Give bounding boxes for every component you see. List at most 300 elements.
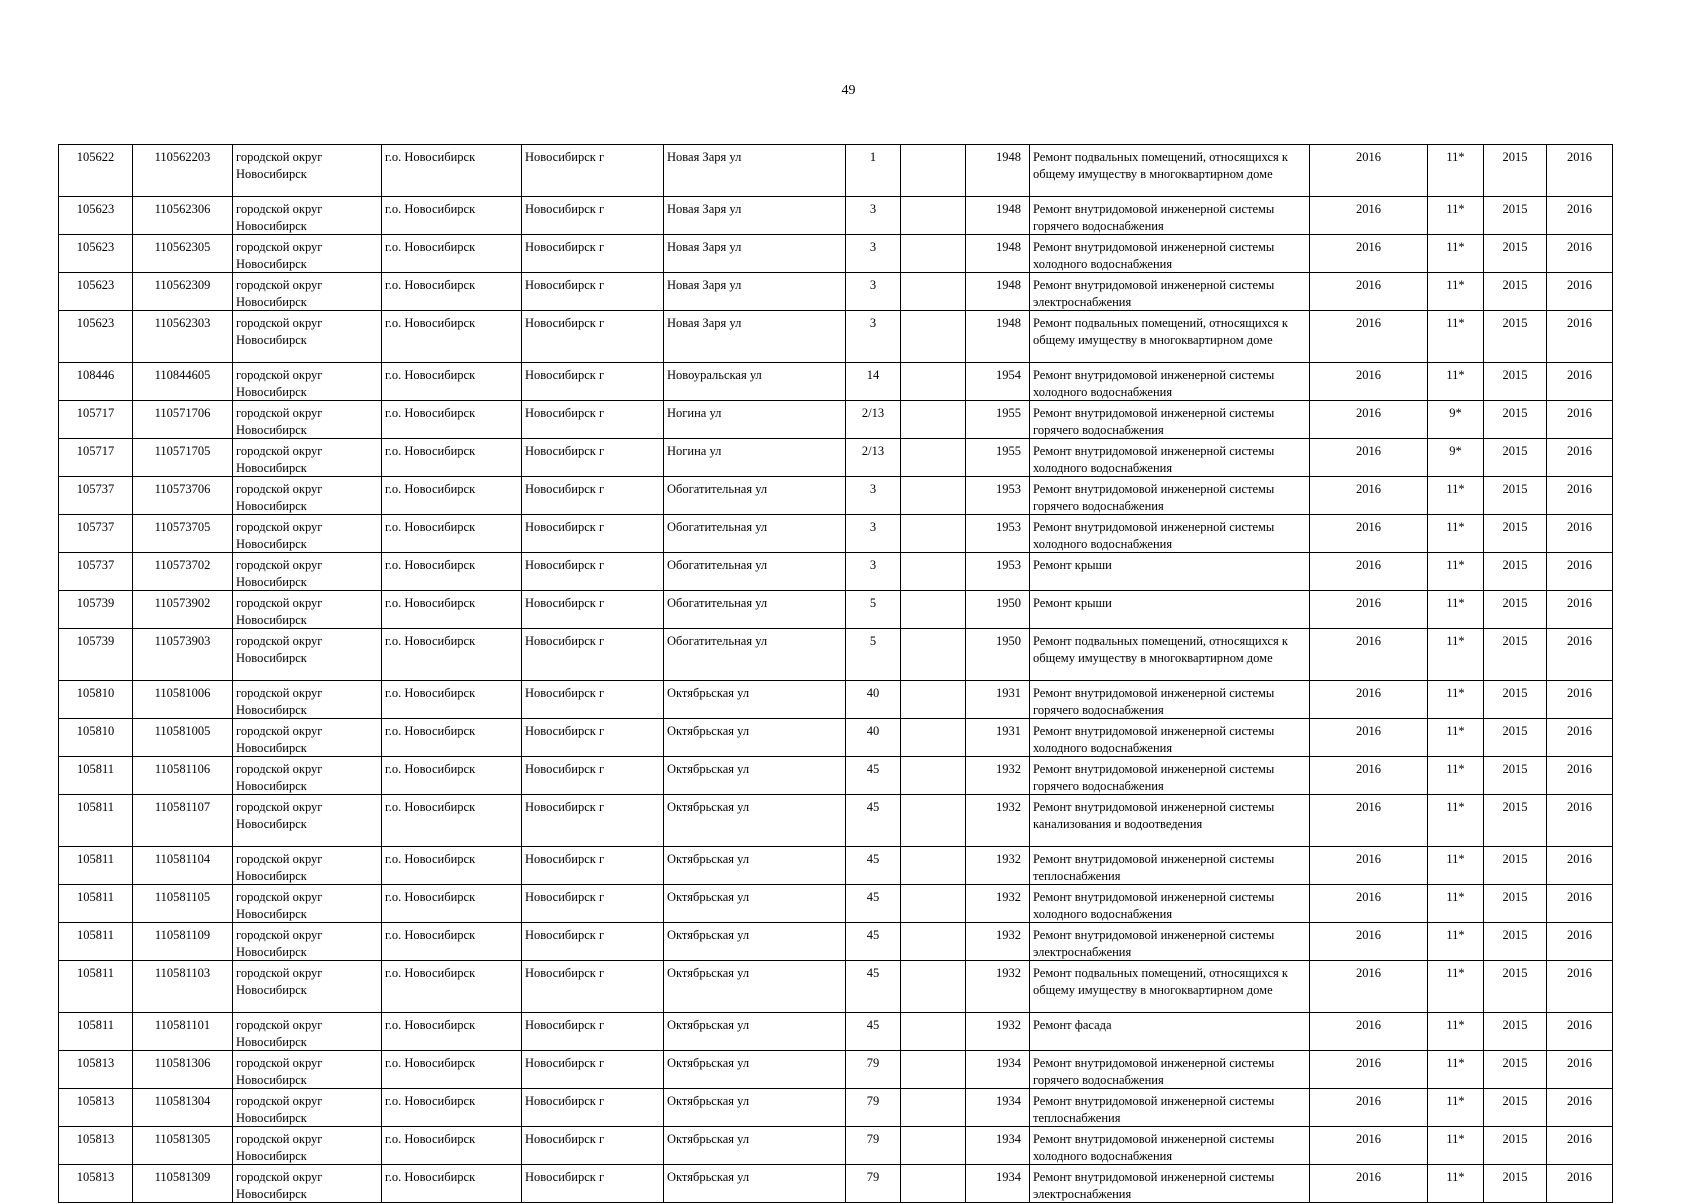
cell-district: г.о. Новосибирск: [382, 1127, 522, 1165]
cell-end-year: 2016: [1547, 885, 1613, 923]
cell-start-year: 2015: [1484, 515, 1547, 553]
cell-street: Новая Заря ул: [664, 145, 846, 197]
cell-street: Обогатительная ул: [664, 591, 846, 629]
table-row: [59, 439, 1613, 477]
cell-street: Октябрьская ул: [664, 757, 846, 795]
cell-object-id: 108446: [59, 363, 133, 401]
cell-build-year: 1948: [966, 311, 1030, 363]
cell-work-type: Ремонт внутридомовой инженерной системы холодного водоснабжения: [1030, 363, 1310, 401]
cell-floors: 11*: [1428, 757, 1484, 795]
cell-work-type: Ремонт внутридомовой инженерной системы холодного водоснабжения: [1030, 1127, 1310, 1165]
cell-building: [901, 923, 966, 961]
cell-build-year: 1934: [966, 1165, 1030, 1203]
cell-house-number: 5: [846, 591, 901, 629]
cell-building: [901, 757, 966, 795]
cell-plan-year: 2016: [1310, 1013, 1428, 1051]
cell-municipality: городской округ Новосибирск: [233, 629, 382, 681]
cell-object-id: 105813: [59, 1165, 133, 1203]
cell-floors: 11*: [1428, 795, 1484, 847]
cell-end-year: 2016: [1547, 681, 1613, 719]
cell-work-type: Ремонт внутридомовой инженерной системы электроснабжения: [1030, 273, 1310, 311]
cell-city: Новосибирск г: [522, 1127, 664, 1165]
cell-floors: 11*: [1428, 197, 1484, 235]
cell-municipality: городской округ Новосибирск: [233, 311, 382, 363]
cell-street: Октябрьская ул: [664, 1089, 846, 1127]
cell-end-year: 2016: [1547, 795, 1613, 847]
cell-street: Ногина ул: [664, 401, 846, 439]
cell-end-year: 2016: [1547, 961, 1613, 1013]
cell-start-year: 2015: [1484, 629, 1547, 681]
cell-street: Октябрьская ул: [664, 795, 846, 847]
cell-work-code: 110581104: [133, 847, 233, 885]
cell-municipality: городской округ Новосибирск: [233, 591, 382, 629]
cell-start-year: 2015: [1484, 477, 1547, 515]
cell-city: Новосибирск г: [522, 923, 664, 961]
cell-end-year: 2016: [1547, 1127, 1613, 1165]
cell-build-year: 1948: [966, 197, 1030, 235]
cell-start-year: 2015: [1484, 847, 1547, 885]
cell-object-id: 105717: [59, 439, 133, 477]
cell-plan-year: 2016: [1310, 197, 1428, 235]
cell-building: [901, 1127, 966, 1165]
cell-building: [901, 591, 966, 629]
cell-start-year: 2015: [1484, 923, 1547, 961]
repair-program-table: [58, 144, 1613, 1203]
cell-build-year: 1932: [966, 885, 1030, 923]
cell-work-code: 110581101: [133, 1013, 233, 1051]
cell-municipality: городской округ Новосибирск: [233, 1165, 382, 1203]
table-row: [59, 1089, 1613, 1127]
cell-municipality: городской округ Новосибирск: [233, 847, 382, 885]
cell-city: Новосибирск г: [522, 1165, 664, 1203]
cell-work-type: Ремонт крыши: [1030, 591, 1310, 629]
cell-street: Октябрьская ул: [664, 885, 846, 923]
cell-end-year: 2016: [1547, 1089, 1613, 1127]
cell-work-code: 110562309: [133, 273, 233, 311]
cell-work-type: Ремонт внутридомовой инженерной системы холодного водоснабжения: [1030, 719, 1310, 757]
cell-plan-year: 2016: [1310, 629, 1428, 681]
cell-work-code: 110562305: [133, 235, 233, 273]
cell-street: Октябрьская ул: [664, 1165, 846, 1203]
cell-building: [901, 273, 966, 311]
cell-object-id: 105813: [59, 1051, 133, 1089]
cell-city: Новосибирск г: [522, 439, 664, 477]
cell-object-id: 105717: [59, 401, 133, 439]
cell-district: г.о. Новосибирск: [382, 477, 522, 515]
cell-build-year: 1932: [966, 847, 1030, 885]
cell-start-year: 2015: [1484, 363, 1547, 401]
cell-object-id: 105737: [59, 553, 133, 591]
cell-end-year: 2016: [1547, 401, 1613, 439]
cell-start-year: 2015: [1484, 1127, 1547, 1165]
cell-plan-year: 2016: [1310, 477, 1428, 515]
cell-street: Обогатительная ул: [664, 477, 846, 515]
cell-work-code: 110581006: [133, 681, 233, 719]
cell-work-code: 110562203: [133, 145, 233, 197]
cell-house-number: 3: [846, 273, 901, 311]
cell-work-type: Ремонт внутридомовой инженерной системы горячего водоснабжения: [1030, 681, 1310, 719]
cell-district: г.о. Новосибирск: [382, 847, 522, 885]
cell-build-year: 1931: [966, 681, 1030, 719]
cell-building: [901, 629, 966, 681]
cell-end-year: 2016: [1547, 847, 1613, 885]
cell-house-number: 45: [846, 1013, 901, 1051]
cell-work-type: Ремонт внутридомовой инженерной системы теплоснабжения: [1030, 847, 1310, 885]
cell-plan-year: 2016: [1310, 145, 1428, 197]
cell-build-year: 1948: [966, 235, 1030, 273]
cell-object-id: 105739: [59, 629, 133, 681]
cell-plan-year: 2016: [1310, 1165, 1428, 1203]
cell-municipality: городской округ Новосибирск: [233, 885, 382, 923]
cell-object-id: 105623: [59, 273, 133, 311]
cell-city: Новосибирск г: [522, 629, 664, 681]
cell-work-type: Ремонт внутридомовой инженерной системы холодного водоснабжения: [1030, 439, 1310, 477]
cell-district: г.о. Новосибирск: [382, 923, 522, 961]
cell-street: Новая Заря ул: [664, 311, 846, 363]
cell-city: Новосибирск г: [522, 515, 664, 553]
cell-floors: 11*: [1428, 847, 1484, 885]
cell-floors: 11*: [1428, 235, 1484, 273]
cell-building: [901, 1089, 966, 1127]
table-row: [59, 401, 1613, 439]
page-number: 49: [841, 83, 856, 98]
cell-city: Новосибирск г: [522, 885, 664, 923]
cell-floors: 11*: [1428, 923, 1484, 961]
cell-municipality: городской округ Новосибирск: [233, 923, 382, 961]
cell-object-id: 105810: [59, 719, 133, 757]
cell-municipality: городской округ Новосибирск: [233, 401, 382, 439]
cell-work-type: Ремонт внутридомовой инженерной системы электроснабжения: [1030, 923, 1310, 961]
cell-floors: 9*: [1428, 401, 1484, 439]
cell-plan-year: 2016: [1310, 923, 1428, 961]
cell-municipality: городской округ Новосибирск: [233, 1089, 382, 1127]
cell-start-year: 2015: [1484, 273, 1547, 311]
cell-plan-year: 2016: [1310, 1089, 1428, 1127]
cell-plan-year: 2016: [1310, 515, 1428, 553]
cell-city: Новосибирск г: [522, 401, 664, 439]
table-row: [59, 145, 1613, 197]
cell-plan-year: 2016: [1310, 719, 1428, 757]
cell-work-code: 110581309: [133, 1165, 233, 1203]
cell-object-id: 105811: [59, 757, 133, 795]
cell-floors: 11*: [1428, 553, 1484, 591]
cell-floors: 11*: [1428, 273, 1484, 311]
cell-building: [901, 1051, 966, 1089]
cell-municipality: городской округ Новосибирск: [233, 553, 382, 591]
cell-street: Октябрьская ул: [664, 847, 846, 885]
cell-build-year: 1932: [966, 757, 1030, 795]
cell-building: [901, 235, 966, 273]
cell-plan-year: 2016: [1310, 235, 1428, 273]
cell-work-type: Ремонт подвальных помещений, относящихся к общему имуществу в многоквартирном доме: [1030, 311, 1310, 363]
cell-work-code: 110581306: [133, 1051, 233, 1089]
cell-district: г.о. Новосибирск: [382, 795, 522, 847]
cell-end-year: 2016: [1547, 439, 1613, 477]
cell-house-number: 3: [846, 197, 901, 235]
table-row: [59, 477, 1613, 515]
cell-plan-year: 2016: [1310, 681, 1428, 719]
cell-work-type: Ремонт внутридомовой инженерной системы горячего водоснабжения: [1030, 401, 1310, 439]
cell-street: Ногина ул: [664, 439, 846, 477]
cell-building: [901, 885, 966, 923]
cell-street: Октябрьская ул: [664, 681, 846, 719]
cell-end-year: 2016: [1547, 629, 1613, 681]
table-row: [59, 197, 1613, 235]
table-row: [59, 363, 1613, 401]
cell-object-id: 105623: [59, 311, 133, 363]
table-row: [59, 961, 1613, 1013]
cell-work-type: Ремонт внутридомовой инженерной системы горячего водоснабжения: [1030, 1051, 1310, 1089]
table-row: [59, 795, 1613, 847]
cell-work-type: Ремонт внутридомовой инженерной системы горячего водоснабжения: [1030, 477, 1310, 515]
cell-street: Обогатительная ул: [664, 553, 846, 591]
cell-work-type: Ремонт внутридомовой инженерной системы холодного водоснабжения: [1030, 515, 1310, 553]
cell-object-id: 105811: [59, 885, 133, 923]
cell-end-year: 2016: [1547, 363, 1613, 401]
cell-city: Новосибирск г: [522, 1013, 664, 1051]
cell-object-id: 105811: [59, 1013, 133, 1051]
cell-end-year: 2016: [1547, 923, 1613, 961]
cell-end-year: 2016: [1547, 477, 1613, 515]
cell-plan-year: 2016: [1310, 591, 1428, 629]
cell-district: г.о. Новосибирск: [382, 145, 522, 197]
cell-district: г.о. Новосибирск: [382, 681, 522, 719]
cell-city: Новосибирск г: [522, 553, 664, 591]
cell-house-number: 2/13: [846, 401, 901, 439]
cell-municipality: городской округ Новосибирск: [233, 795, 382, 847]
cell-object-id: 105811: [59, 847, 133, 885]
cell-floors: 11*: [1428, 145, 1484, 197]
cell-work-code: 110562303: [133, 311, 233, 363]
cell-floors: 11*: [1428, 1089, 1484, 1127]
cell-district: г.о. Новосибирск: [382, 273, 522, 311]
cell-district: г.о. Новосибирск: [382, 439, 522, 477]
cell-work-code: 110573702: [133, 553, 233, 591]
cell-street: Новая Заря ул: [664, 273, 846, 311]
cell-house-number: 5: [846, 629, 901, 681]
cell-district: г.о. Новосибирск: [382, 553, 522, 591]
cell-district: г.о. Новосибирск: [382, 401, 522, 439]
cell-building: [901, 681, 966, 719]
cell-building: [901, 719, 966, 757]
cell-street: Обогатительная ул: [664, 515, 846, 553]
cell-end-year: 2016: [1547, 591, 1613, 629]
cell-start-year: 2015: [1484, 1089, 1547, 1127]
cell-house-number: 79: [846, 1089, 901, 1127]
cell-floors: 11*: [1428, 719, 1484, 757]
cell-start-year: 2015: [1484, 757, 1547, 795]
table-row: [59, 923, 1613, 961]
cell-start-year: 2015: [1484, 1051, 1547, 1089]
cell-object-id: 105737: [59, 477, 133, 515]
cell-build-year: 1948: [966, 145, 1030, 197]
cell-street: Обогатительная ул: [664, 629, 846, 681]
table-row: [59, 681, 1613, 719]
cell-plan-year: 2016: [1310, 757, 1428, 795]
cell-city: Новосибирск г: [522, 197, 664, 235]
cell-work-type: Ремонт подвальных помещений, относящихся к общему имуществу в многоквартирном доме: [1030, 145, 1310, 197]
cell-street: Октябрьская ул: [664, 1013, 846, 1051]
cell-start-year: 2015: [1484, 1013, 1547, 1051]
table-row: [59, 719, 1613, 757]
cell-building: [901, 515, 966, 553]
cell-district: г.о. Новосибирск: [382, 629, 522, 681]
cell-floors: 11*: [1428, 629, 1484, 681]
cell-end-year: 2016: [1547, 719, 1613, 757]
cell-district: г.о. Новосибирск: [382, 235, 522, 273]
cell-district: г.о. Новосибирск: [382, 885, 522, 923]
cell-house-number: 45: [846, 961, 901, 1013]
cell-district: г.о. Новосибирск: [382, 719, 522, 757]
cell-municipality: городской округ Новосибирск: [233, 145, 382, 197]
cell-city: Новосибирск г: [522, 363, 664, 401]
cell-municipality: городской округ Новосибирск: [233, 757, 382, 795]
cell-start-year: 2015: [1484, 681, 1547, 719]
cell-work-code: 110581304: [133, 1089, 233, 1127]
cell-object-id: 105813: [59, 1089, 133, 1127]
cell-building: [901, 363, 966, 401]
cell-build-year: 1953: [966, 477, 1030, 515]
cell-build-year: 1954: [966, 363, 1030, 401]
cell-object-id: 105810: [59, 681, 133, 719]
cell-build-year: 1955: [966, 439, 1030, 477]
cell-build-year: 1950: [966, 591, 1030, 629]
cell-work-code: 110581005: [133, 719, 233, 757]
cell-house-number: 79: [846, 1051, 901, 1089]
table-row: [59, 885, 1613, 923]
cell-municipality: городской округ Новосибирск: [233, 515, 382, 553]
cell-work-type: Ремонт подвальных помещений, относящихся к общему имуществу в многоквартирном доме: [1030, 629, 1310, 681]
cell-district: г.о. Новосибирск: [382, 591, 522, 629]
cell-plan-year: 2016: [1310, 363, 1428, 401]
cell-municipality: городской округ Новосибирск: [233, 235, 382, 273]
cell-end-year: 2016: [1547, 1013, 1613, 1051]
cell-floors: 11*: [1428, 363, 1484, 401]
cell-build-year: 1948: [966, 273, 1030, 311]
cell-district: г.о. Новосибирск: [382, 515, 522, 553]
cell-build-year: 1932: [966, 1013, 1030, 1051]
cell-build-year: 1934: [966, 1089, 1030, 1127]
cell-work-type: Ремонт внутридомовой инженерной системы теплоснабжения: [1030, 1089, 1310, 1127]
table-row: [59, 1051, 1613, 1089]
cell-district: г.о. Новосибирск: [382, 1165, 522, 1203]
cell-municipality: городской округ Новосибирск: [233, 1013, 382, 1051]
cell-plan-year: 2016: [1310, 401, 1428, 439]
cell-plan-year: 2016: [1310, 311, 1428, 363]
cell-start-year: 2015: [1484, 719, 1547, 757]
cell-build-year: 1953: [966, 515, 1030, 553]
cell-work-code: 110573705: [133, 515, 233, 553]
table-row: [59, 311, 1613, 363]
cell-floors: 11*: [1428, 1165, 1484, 1203]
cell-street: Октябрьская ул: [664, 961, 846, 1013]
cell-city: Новосибирск г: [522, 757, 664, 795]
cell-street: Октябрьская ул: [664, 923, 846, 961]
cell-district: г.о. Новосибирск: [382, 197, 522, 235]
cell-house-number: 45: [846, 757, 901, 795]
cell-city: Новосибирск г: [522, 311, 664, 363]
cell-house-number: 45: [846, 885, 901, 923]
cell-plan-year: 2016: [1310, 273, 1428, 311]
cell-street: Октябрьская ул: [664, 1127, 846, 1165]
cell-start-year: 2015: [1484, 553, 1547, 591]
cell-build-year: 1953: [966, 553, 1030, 591]
cell-district: г.о. Новосибирск: [382, 961, 522, 1013]
cell-house-number: 3: [846, 311, 901, 363]
cell-end-year: 2016: [1547, 553, 1613, 591]
cell-house-number: 79: [846, 1165, 901, 1203]
cell-city: Новосибирск г: [522, 681, 664, 719]
table-row: [59, 629, 1613, 681]
cell-work-code: 110581305: [133, 1127, 233, 1165]
cell-building: [901, 553, 966, 591]
cell-municipality: городской округ Новосибирск: [233, 439, 382, 477]
cell-end-year: 2016: [1547, 515, 1613, 553]
cell-municipality: городской округ Новосибирск: [233, 681, 382, 719]
cell-municipality: городской округ Новосибирск: [233, 1051, 382, 1089]
cell-work-code: 110571705: [133, 439, 233, 477]
cell-floors: 11*: [1428, 477, 1484, 515]
cell-city: Новосибирск г: [522, 847, 664, 885]
cell-house-number: 79: [846, 1127, 901, 1165]
cell-start-year: 2015: [1484, 591, 1547, 629]
cell-object-id: 105811: [59, 795, 133, 847]
cell-object-id: 105737: [59, 515, 133, 553]
table-row: [59, 757, 1613, 795]
cell-work-code: 110562306: [133, 197, 233, 235]
cell-start-year: 2015: [1484, 311, 1547, 363]
cell-object-id: 105811: [59, 923, 133, 961]
cell-floors: 11*: [1428, 961, 1484, 1013]
cell-object-id: 105739: [59, 591, 133, 629]
cell-city: Новосибирск г: [522, 1089, 664, 1127]
cell-street: Октябрьская ул: [664, 719, 846, 757]
cell-municipality: городской округ Новосибирск: [233, 719, 382, 757]
cell-plan-year: 2016: [1310, 553, 1428, 591]
cell-floors: 11*: [1428, 515, 1484, 553]
cell-house-number: 40: [846, 681, 901, 719]
cell-house-number: 3: [846, 477, 901, 515]
cell-district: г.о. Новосибирск: [382, 1013, 522, 1051]
cell-floors: 11*: [1428, 1013, 1484, 1051]
cell-city: Новосибирск г: [522, 795, 664, 847]
cell-work-type: Ремонт подвальных помещений, относящихся к общему имуществу в многоквартирном доме: [1030, 961, 1310, 1013]
table-row: [59, 1165, 1613, 1203]
cell-start-year: 2015: [1484, 961, 1547, 1013]
cell-district: г.о. Новосибирск: [382, 363, 522, 401]
cell-end-year: 2016: [1547, 311, 1613, 363]
cell-building: [901, 1013, 966, 1051]
cell-build-year: 1934: [966, 1127, 1030, 1165]
cell-district: г.о. Новосибирск: [382, 1051, 522, 1089]
cell-object-id: 105622: [59, 145, 133, 197]
cell-city: Новосибирск г: [522, 273, 664, 311]
cell-street: Новоуральская ул: [664, 363, 846, 401]
cell-work-code: 110573706: [133, 477, 233, 515]
cell-municipality: городской округ Новосибирск: [233, 363, 382, 401]
cell-building: [901, 847, 966, 885]
cell-plan-year: 2016: [1310, 961, 1428, 1013]
cell-start-year: 2015: [1484, 401, 1547, 439]
cell-house-number: 1: [846, 145, 901, 197]
cell-floors: 11*: [1428, 1127, 1484, 1165]
cell-building: [901, 401, 966, 439]
cell-floors: 11*: [1428, 591, 1484, 629]
cell-building: [901, 145, 966, 197]
cell-work-code: 110844605: [133, 363, 233, 401]
table-row: [59, 591, 1613, 629]
table-row: [59, 1127, 1613, 1165]
